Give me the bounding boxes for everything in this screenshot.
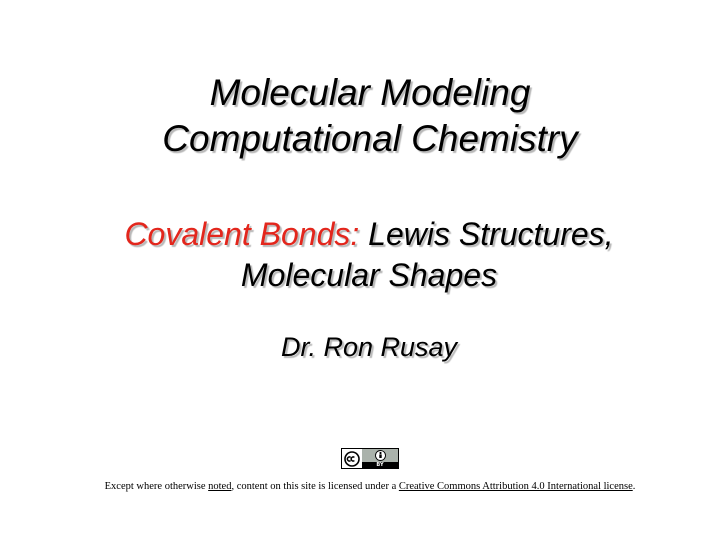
- subtitle-line-2: Molecular Shapes: [240, 257, 498, 293]
- license-text-end: .: [632, 481, 636, 492]
- subtitle-highlight: Covalent Bonds:: [124, 216, 360, 252]
- noted-link[interactable]: noted: [208, 481, 232, 492]
- title-line-1: Molecular Modeling: [209, 72, 531, 113]
- slide-subtitle: [0, 214, 720, 296]
- creative-commons-by-icon[interactable]: [341, 448, 399, 469]
- subtitle-rest: Lewis Structures,: [359, 216, 614, 252]
- license-text-start: Except where otherwise: [104, 481, 209, 492]
- license-text-middle: , content on this site is licensed under a: [231, 481, 399, 492]
- cc-logo-icon: [342, 449, 362, 468]
- license-notice: [0, 480, 720, 494]
- author-name: Dr. Ron Rusay: [280, 332, 458, 362]
- subtitle-line-1: [0, 214, 720, 255]
- cc-license-link[interactable]: Creative Commons Attribution 4.0 International license: [398, 481, 633, 492]
- cc-attribution-panel: [362, 449, 398, 468]
- title-line-2: Computational Chemistry: [162, 118, 578, 159]
- by-label: BY: [362, 462, 398, 468]
- attribution-person-icon: [375, 450, 386, 461]
- slide-title: [0, 70, 720, 162]
